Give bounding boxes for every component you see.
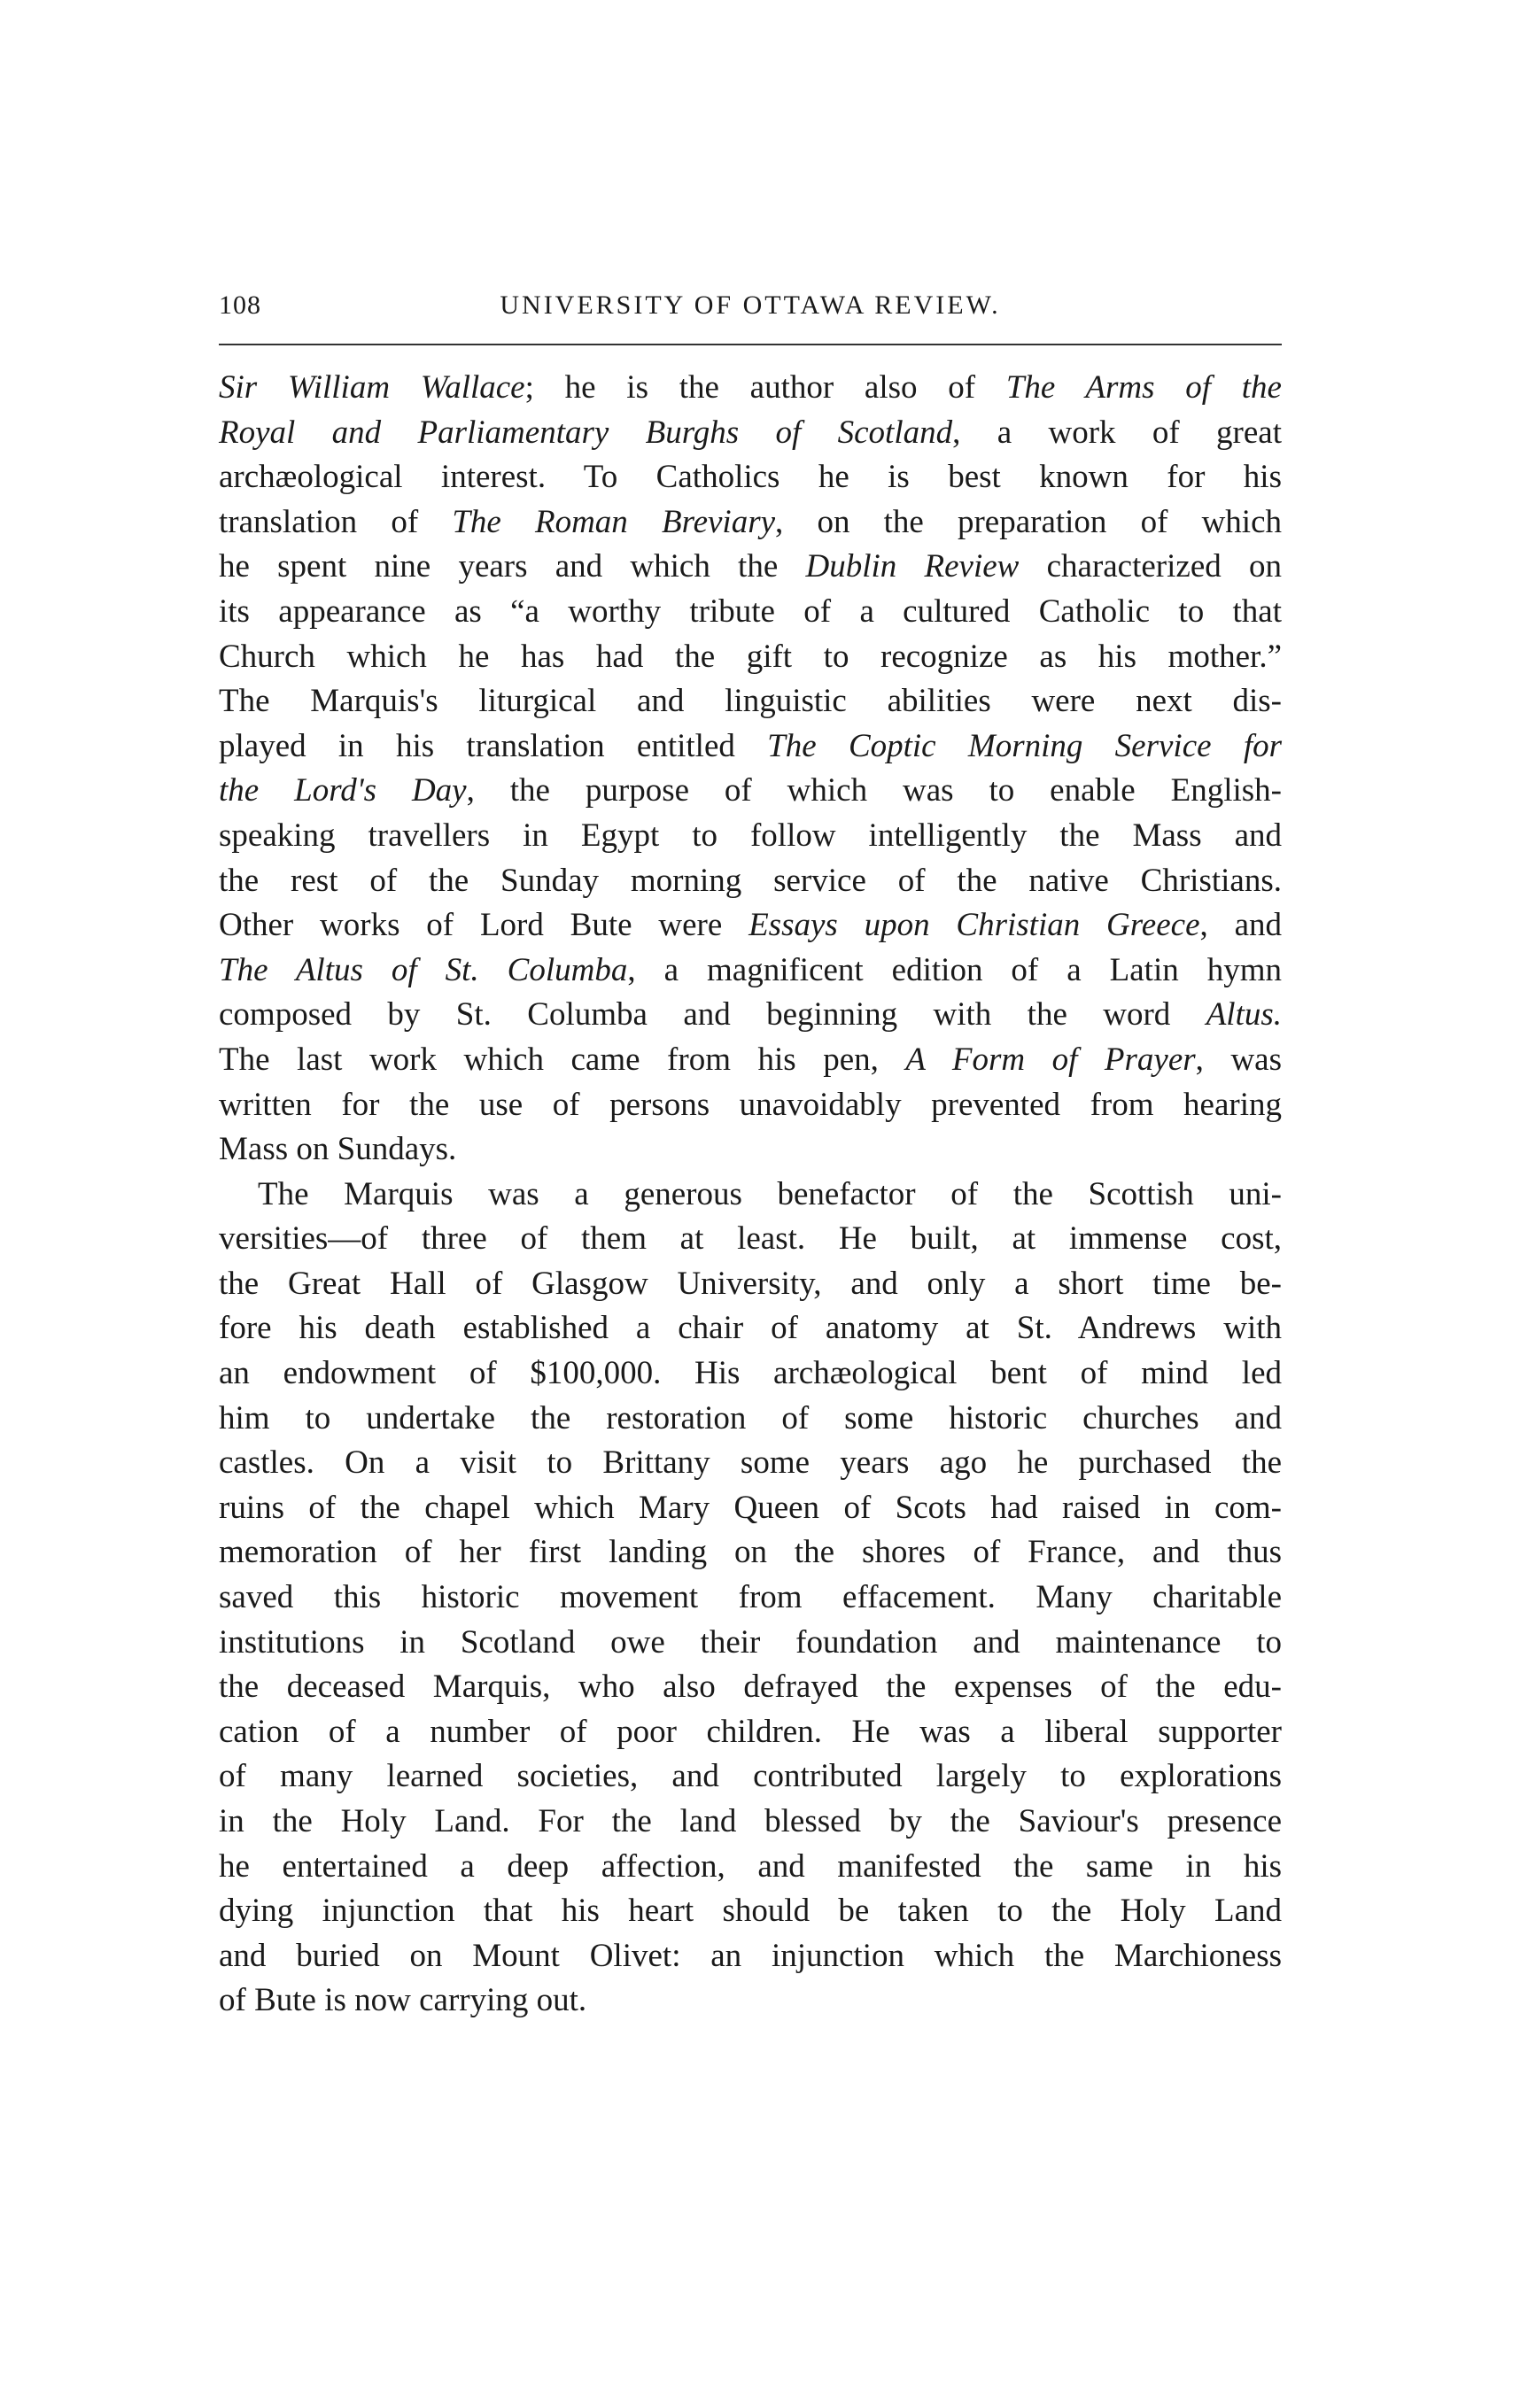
text-run: composed by St. Columba and beginning with the word (219, 996, 1206, 1034)
text-run: Other works of Lord Bute were (219, 907, 749, 944)
text-run: written for the use of persons unavoidably prevented from hearing (219, 1086, 1282, 1123)
text-run: cation of a number of poor children. He was a liberal supporter (219, 1713, 1282, 1750)
text-run: of many learned societies, and contributed largely to explorations (219, 1758, 1282, 1795)
text-line (219, 1710, 1282, 1755)
text-line (219, 1486, 1282, 1531)
running-title: UNIVERSITY OF OTTAWA REVIEW. (500, 290, 1001, 320)
italic-title: the Lord's Day (219, 772, 467, 809)
text-run: the deceased Marquis, who also defrayed the expenses of the edu- (219, 1669, 1282, 1706)
text-line (219, 1397, 1282, 1442)
text-run: ruins of the chapel which Mary Queen of Scots had raised in com- (219, 1489, 1282, 1526)
body-text (219, 366, 1282, 2024)
text-run: speaking travellers in Egypt to follow intelligently the Mass and (219, 817, 1282, 854)
text-line (219, 1576, 1282, 1621)
text-run: , the purpose of which was to enable English- (466, 772, 1282, 809)
text-line (219, 679, 1282, 724)
text-run: him to undertake the restoration of some historic churches and (219, 1399, 1282, 1436)
italic-title: Dublin Review (805, 548, 1020, 585)
italic-title: The Arms of the (1005, 369, 1282, 406)
text-run: , a magnificent edition of a Latin hymn (627, 951, 1283, 988)
text-line (219, 1217, 1282, 1262)
text-line (219, 366, 1282, 411)
italic-title: A Form of Prayer (905, 1041, 1196, 1078)
text-run: an endowment of $100,000. His archæological bent of mind led (219, 1355, 1282, 1392)
text-run: The last work which came from his pen, (219, 1041, 906, 1078)
text-line (219, 1934, 1282, 1979)
text-run: translation of (219, 503, 453, 540)
italic-title: Altus. (1206, 996, 1282, 1034)
text-line (219, 1889, 1282, 1934)
text-run: , and (1199, 907, 1282, 944)
text-line (219, 411, 1282, 456)
text-run: its appearance as “a worthy tribute of a cultured Catholic to that (219, 592, 1282, 630)
text-line (219, 859, 1282, 904)
text-run: dying injunction that his heart should be taken to the Holy Land (219, 1893, 1282, 1930)
text-run: The Marquis was a generous benefactor of the Scottish uni- (258, 1175, 1282, 1212)
text-run: versities—of three of them at least. He built, at immense cost, (219, 1220, 1282, 1258)
text-line (219, 1665, 1282, 1710)
text-run: , was (1195, 1041, 1282, 1078)
text-line (219, 993, 1282, 1038)
text-run: in the Holy Land. For the land blessed by the Saviour's presence (219, 1803, 1282, 1839)
text-line (219, 1441, 1282, 1486)
text-run: Church which he has had the gift to recognize as his mother.” (219, 638, 1282, 675)
text-run: , a work of great (952, 414, 1282, 451)
text-line (219, 903, 1282, 948)
text-line (219, 1530, 1282, 1576)
text-line (219, 455, 1282, 500)
text-line (219, 1351, 1282, 1397)
text-line (219, 590, 1282, 635)
text-line (219, 948, 1282, 994)
text-run: characterized on (1019, 548, 1282, 585)
paragraph (219, 366, 1282, 1173)
page-header (219, 290, 1282, 333)
text-run: institutions in Scotland owe their foundation and maintenance to (219, 1623, 1282, 1661)
text-run: played in his translation entitled (219, 727, 768, 764)
text-run: archæological interest. To Catholics he is best known for his (219, 459, 1282, 496)
italic-title: Royal and Parliamentary Burghs of Scotland (219, 414, 953, 451)
text-run: saved this historic movement from effacement. Many charitable (219, 1579, 1282, 1616)
text-line (219, 769, 1282, 814)
text-run: , on the preparation of which (775, 503, 1282, 540)
italic-title: The Altus of St. Columba (219, 951, 628, 988)
text-line (219, 1845, 1282, 1890)
page-number: 108 (219, 290, 261, 320)
text-run: of Bute is now carrying out. (219, 1982, 587, 2019)
italic-title: The Coptic Morning Service for (767, 727, 1282, 764)
text-line (219, 1978, 1282, 2024)
text-line (219, 814, 1282, 859)
paragraph (219, 1173, 1282, 2024)
text-run: ; he is the author also of (524, 369, 1006, 406)
text-run: and buried on Mount Olivet: an injunction which the Marchioness (219, 1937, 1282, 1974)
text-run: memoration of her first landing on the shores of France, and thus (219, 1534, 1282, 1571)
text-line (219, 635, 1282, 680)
text-line (219, 1754, 1282, 1800)
text-run: the Great Hall of Glasgow University, and only a short time be- (219, 1265, 1282, 1302)
text-line (219, 724, 1282, 770)
text-line (219, 1621, 1282, 1666)
text-line (219, 545, 1282, 590)
text-line (219, 1173, 1282, 1218)
text-run: he spent nine years and which the (219, 548, 806, 585)
text-line (219, 1306, 1282, 1351)
text-line (219, 1038, 1282, 1083)
text-line (219, 1127, 1282, 1173)
text-line (219, 1262, 1282, 1307)
text-run: the rest of the Sunday morning service of the native Christians. (219, 862, 1282, 899)
text-run: he entertained a deep affection, and manifested the same in his (219, 1847, 1282, 1885)
text-line (219, 1800, 1282, 1845)
header-rule (219, 344, 1282, 345)
text-run: Mass on Sundays. (219, 1131, 457, 1168)
italic-title: Sir William Wallace (219, 369, 525, 406)
text-line (219, 1083, 1282, 1128)
text-run: castles. On a visit to Brittany some years ago he purchased the (219, 1444, 1282, 1482)
italic-title: Essays upon Christian Greece (748, 907, 1200, 944)
text-line (219, 500, 1282, 546)
text-run: The Marquis's liturgical and linguistic abilities were next dis- (219, 683, 1282, 720)
text-run: fore his death established a chair of anatomy at St. Andrews with (219, 1310, 1282, 1347)
italic-title: The Roman Breviary (452, 503, 776, 540)
